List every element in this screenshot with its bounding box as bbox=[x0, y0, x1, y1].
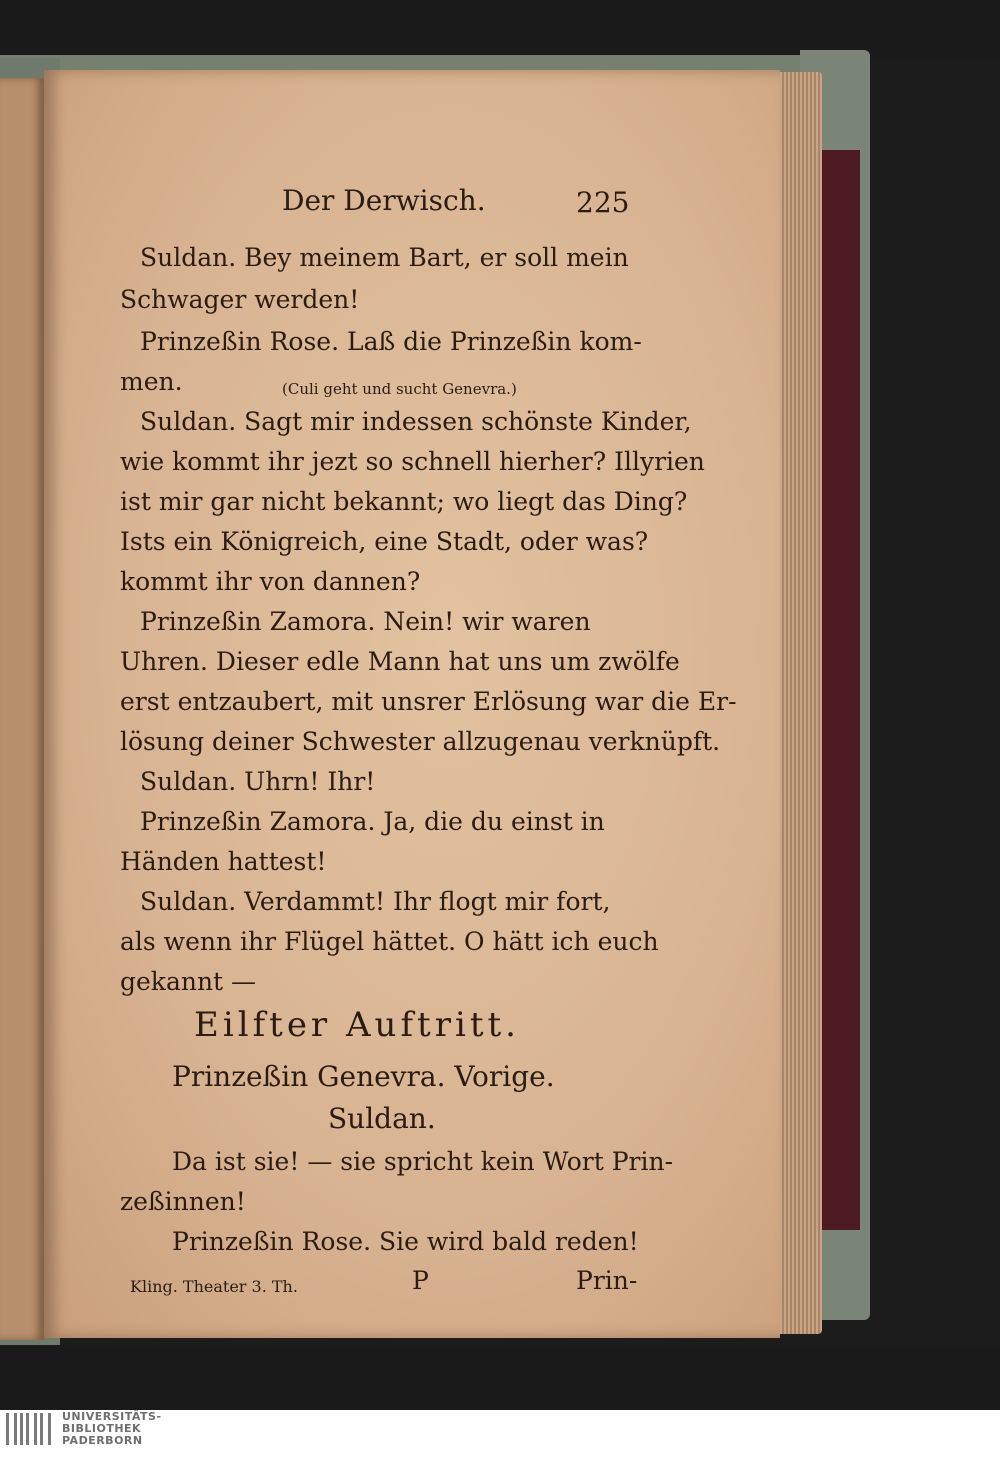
text-line: ist mir gar nicht bekannt; wo liegt das Ding? bbox=[120, 487, 688, 516]
text-line: Prinzeßin Zamora. Nein! wir waren bbox=[140, 607, 591, 636]
book-endpaper-edge bbox=[818, 150, 860, 1230]
library-logo-text bbox=[62, 1411, 162, 1447]
catchword: Prin- bbox=[576, 1266, 638, 1295]
text-line: erst entzaubert, mit unsrer Erlösung war die Er- bbox=[120, 687, 737, 716]
text-line: Suldan. Verdammt! Ihr flogt mir fort, bbox=[140, 887, 611, 916]
page-number: 225 bbox=[576, 186, 630, 219]
text-line: Da ist sie! — sie spricht kein Wort Prin- bbox=[172, 1147, 674, 1176]
printer-signature: Kling. Theater 3. Th. bbox=[130, 1277, 298, 1296]
scan-background-bottom bbox=[0, 1345, 1000, 1410]
text-line: Prinzeßin Zamora. Ja, die du einst in bbox=[140, 807, 605, 836]
text-line: Uhren. Dieser edle Mann hat uns um zwölfe bbox=[120, 647, 680, 676]
book-page bbox=[44, 70, 780, 1338]
text-line: wie kommt ihr jezt so schnell hierher? Illyrien bbox=[120, 447, 705, 476]
text-line: Schwager werden! bbox=[120, 285, 360, 314]
logo-line: UNIVERSITÄTS- bbox=[62, 1410, 162, 1423]
text-line: Suldan. Sagt mir indessen schönste Kinder, bbox=[140, 407, 692, 436]
text-line: Suldan. Uhrn! Ihr! bbox=[140, 767, 376, 796]
text-line: kommt ihr von dannen? bbox=[120, 567, 421, 596]
text-line: Ists ein Königreich, eine Stadt, oder was? bbox=[120, 527, 649, 556]
text-line: Prinzeßin Rose. Laß die Prinzeßin kom- bbox=[140, 327, 642, 356]
text-line: men. bbox=[120, 367, 183, 396]
stage-direction: (Culi geht und sucht Genevra.) bbox=[282, 380, 517, 398]
text-line: zeßinnen! bbox=[120, 1187, 246, 1216]
left-facing-page bbox=[0, 78, 44, 1340]
text-line: als wenn ihr Flügel hättet. O hätt ich euch bbox=[120, 927, 659, 956]
cast-line: Prinzeßin Genevra. Vorige. bbox=[172, 1060, 555, 1093]
logo-line: BIBLIOTHEK bbox=[62, 1422, 142, 1435]
logo-line: PADERBORN bbox=[62, 1434, 143, 1447]
text-line: Prinzeßin Rose. Sie wird bald reden! bbox=[172, 1227, 639, 1256]
text-line: gekannt — bbox=[120, 967, 257, 996]
text-line: lösung deiner Schwester allzugenau verknüpft. bbox=[120, 727, 721, 756]
text-line: Suldan. Bey meinem Bart, er soll mein bbox=[140, 243, 629, 272]
cast-line: Suldan. bbox=[328, 1102, 436, 1135]
running-title: Der Derwisch. bbox=[282, 184, 486, 217]
scene-heading: Eilfter Auftritt. bbox=[194, 1005, 520, 1045]
text-line: Händen hattest! bbox=[120, 847, 327, 876]
sheet-mark: P bbox=[412, 1266, 429, 1295]
